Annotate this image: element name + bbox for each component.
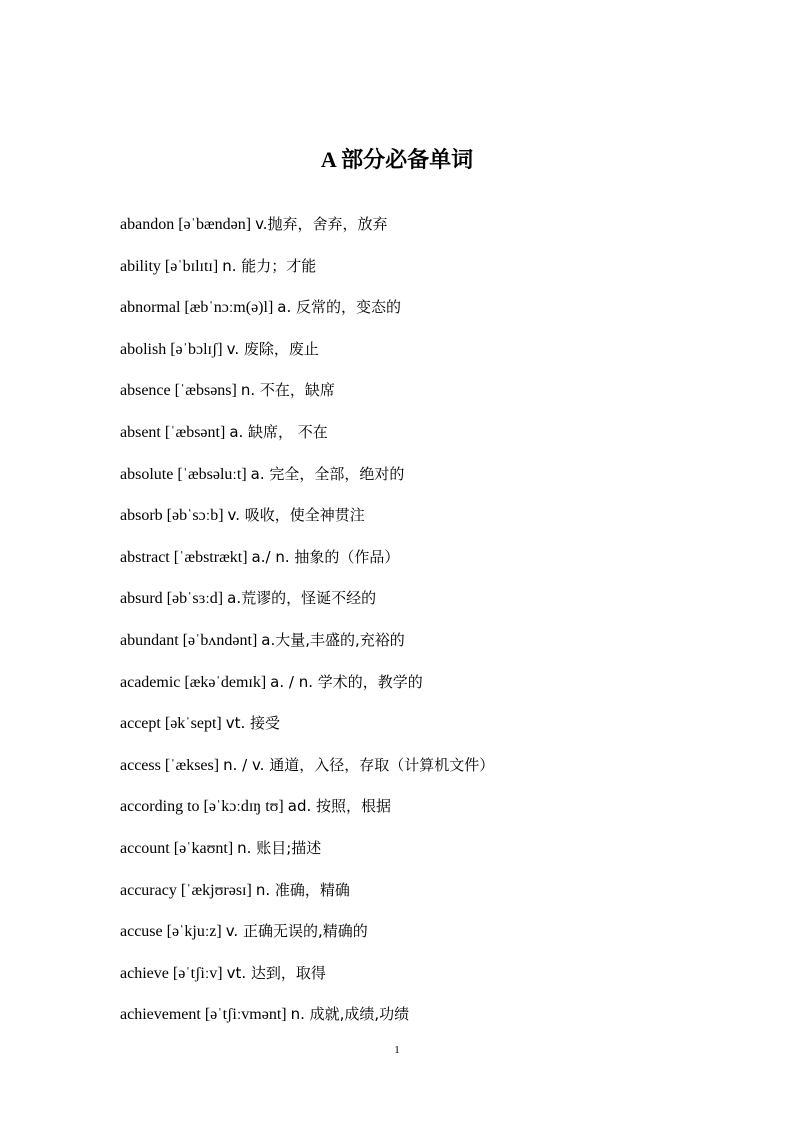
entry-meaning: a. 完全，全部，绝对的 bbox=[250, 464, 405, 483]
entry-meaning: n. 账目;描述 bbox=[237, 838, 322, 857]
entry-meaning: a.大量,丰盛的,充裕的 bbox=[261, 630, 405, 649]
entry-word: account bbox=[120, 839, 170, 857]
entry-phonetic: [əˈkɔːdɪŋ tʊ] bbox=[203, 798, 284, 816]
vocab-entry-accuracy bbox=[120, 874, 760, 916]
entry-phonetic: [əkˈsept] bbox=[164, 715, 222, 733]
entry-phonetic: [əˈbændən] bbox=[178, 216, 252, 233]
entry-meaning: n. 准确，精确 bbox=[255, 880, 350, 899]
entry-meaning: a. 缺席， 不在 bbox=[229, 422, 328, 441]
entry-meaning: n. 不在，缺席 bbox=[240, 381, 335, 400]
vocab-entry-absence bbox=[120, 374, 760, 416]
vocab-entry-academic bbox=[120, 666, 760, 708]
entry-phonetic: [əˈtʃiːvmənt] bbox=[204, 1006, 287, 1024]
entry-word: absence bbox=[120, 382, 171, 400]
entry-phonetic: [æbˈnɔːm(ə)l] bbox=[184, 299, 274, 317]
entry-meaning: v. 废除，废止 bbox=[226, 339, 319, 358]
vocab-entry-account bbox=[120, 832, 760, 874]
vocab-entry-abstract bbox=[120, 541, 760, 583]
entry-meaning: a. 反常的，变态的 bbox=[277, 298, 402, 317]
entry-word: abnormal bbox=[120, 299, 181, 317]
entry-word: accept bbox=[120, 715, 161, 733]
entry-meaning: v. 正确无误的,精确的 bbox=[225, 922, 368, 941]
entry-phonetic: [əˈtʃiːv] bbox=[172, 964, 223, 982]
vocabulary-list bbox=[120, 208, 760, 1040]
vocab-entry-abnormal bbox=[120, 291, 760, 333]
vocab-entry-ability bbox=[120, 250, 760, 292]
entry-phonetic: [ˈæbstrækt] bbox=[173, 548, 248, 566]
entry-phonetic: [ˈæbsənt] bbox=[164, 423, 226, 441]
entry-meaning: a. / n. 学术的，教学的 bbox=[270, 672, 423, 691]
entry-phonetic: [ˈæbsəluːt] bbox=[177, 465, 247, 483]
entry-phonetic: [əbˈsɜːd] bbox=[166, 590, 224, 608]
vocab-entry-accuse bbox=[120, 915, 760, 957]
entry-meaning: v. 吸收，使全神贯注 bbox=[227, 506, 365, 525]
entry-word: accuracy bbox=[120, 881, 177, 899]
entry-word: access bbox=[120, 756, 161, 774]
entry-meaning: v.抛弃，舍弃，放弃 bbox=[255, 215, 388, 233]
entry-meaning: n. 成就,成绩,功绩 bbox=[290, 1005, 410, 1024]
vocab-entry-absurd bbox=[120, 582, 760, 624]
entry-word: abolish bbox=[120, 340, 167, 358]
entry-word: abandon bbox=[120, 216, 175, 233]
entry-word: ability bbox=[120, 257, 161, 275]
entry-meaning: n. / v. 通道，入径，存取（计算机文件） bbox=[223, 755, 495, 774]
vocab-entry-achieve bbox=[120, 957, 760, 999]
vocab-entry-absorb bbox=[120, 499, 760, 541]
vocab-entry-achievement bbox=[120, 998, 760, 1040]
page-title: A 部分必备单词 bbox=[320, 147, 474, 172]
vocab-entry-abolish bbox=[120, 333, 760, 375]
entry-word: abstract bbox=[120, 548, 170, 566]
entry-phonetic: [əˈbɪlɪtɪ] bbox=[164, 257, 219, 275]
entry-phonetic: [əˈbʌndənt] bbox=[182, 631, 258, 649]
entry-meaning: vt. 接受 bbox=[225, 714, 281, 733]
entry-word: absurd bbox=[120, 590, 163, 608]
vocab-entry-according-to bbox=[120, 790, 760, 832]
entry-word: accuse bbox=[120, 923, 163, 941]
vocab-entry-abundant bbox=[120, 624, 760, 666]
entry-meaning: vt. 达到，取得 bbox=[226, 963, 326, 982]
page-number: 1 bbox=[394, 1044, 400, 1056]
entry-word: achieve bbox=[120, 964, 169, 982]
entry-word: achievement bbox=[120, 1006, 201, 1024]
entry-phonetic: [ˈækses] bbox=[164, 756, 220, 774]
vocab-entry-access bbox=[120, 749, 760, 791]
entry-phonetic: [əbˈsɔːb] bbox=[166, 507, 224, 525]
entry-phonetic: [ˈæbsəns] bbox=[174, 382, 237, 400]
vocab-entry-accept bbox=[120, 707, 760, 749]
entry-meaning: a./ n. 抽象的（作品） bbox=[251, 547, 400, 566]
entry-phonetic: [ˈækjʊrəsɪ] bbox=[180, 881, 252, 899]
entry-meaning: ad. 按照，根据 bbox=[287, 797, 392, 816]
entry-phonetic: [əˈbɔlɪʃ] bbox=[170, 340, 223, 358]
vocab-entry-abandon bbox=[120, 208, 760, 250]
vocab-entry-absent bbox=[120, 416, 760, 458]
entry-word: absent bbox=[120, 423, 161, 441]
entry-phonetic: [əˈkaʊnt] bbox=[173, 839, 234, 857]
entry-word: absorb bbox=[120, 507, 163, 525]
entry-phonetic: [ækəˈdemɪk] bbox=[184, 673, 267, 691]
entry-meaning: n. 能力；才能 bbox=[222, 256, 317, 275]
entry-phonetic: [əˈkjuːz] bbox=[166, 923, 222, 941]
vocab-entry-absolute bbox=[120, 458, 760, 500]
entry-word: according to bbox=[120, 798, 200, 816]
entry-word: abundant bbox=[120, 631, 179, 649]
entry-meaning: a.荒谬的，怪诞不经的 bbox=[227, 589, 377, 608]
entry-word: absolute bbox=[120, 465, 174, 483]
entry-word: academic bbox=[120, 673, 181, 691]
